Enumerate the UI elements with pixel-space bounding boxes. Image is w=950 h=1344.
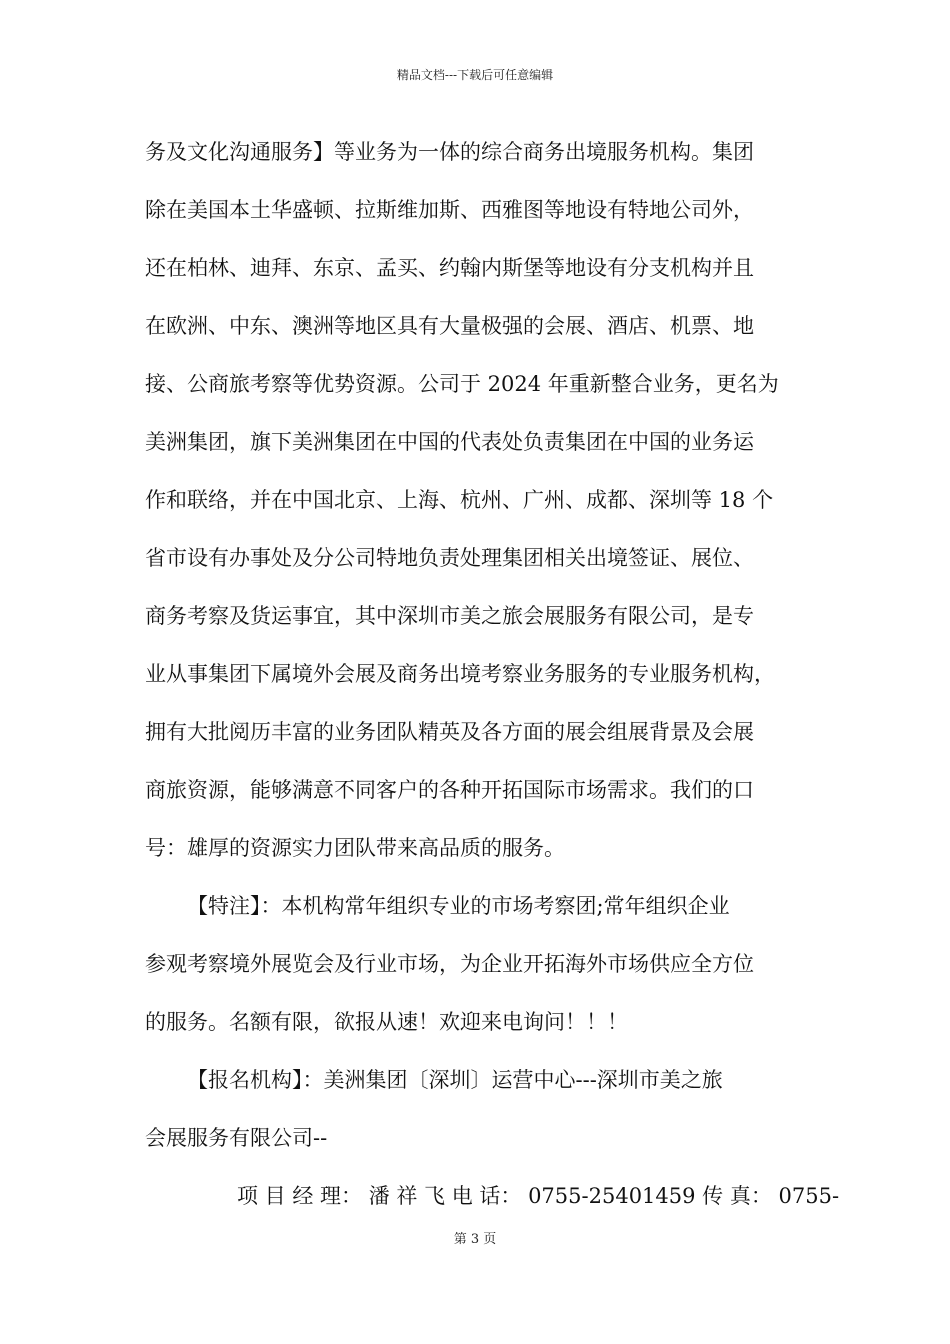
text-line: 务及文化沟通服务】等业务为一体的综合商务出境服务机构。集团 (145, 140, 754, 164)
text-line: 商旅资源，能够满意不同客户的各种开拓国际市场需求。我们的口 (145, 778, 754, 802)
contact-line: 项 目 经 理： 潘 祥 飞 电 话： 0755-25401459 传 真： 0755- (237, 1184, 840, 1208)
text-line: 的服务。名额有限，欲报从速！欢迎来电询问！！！ (145, 1010, 628, 1034)
text-line: 号：雄厚的资源实力团队带来高品质的服务。 (145, 836, 565, 860)
text-line: 【报名机构】：美洲集团〔深圳〕运营中心---深圳市美之旅 (187, 1068, 723, 1092)
text-line: 作和联络，并在中国北京、上海、杭州、广州、成都、深圳等 18 个 (145, 488, 774, 512)
text-line: 业从事集团下属境外会展及商务出境考察业务服务的专业服务机构， (145, 662, 775, 686)
text-line: 会展服务有限公司-- (145, 1126, 328, 1150)
text-line: 除在美国本土华盛顿、拉斯维加斯、西雅图等地设有特地公司外， (145, 198, 754, 222)
paragraph-company-intro (145, 130, 825, 884)
text-line: 还在柏林、迪拜、东京、孟买、约翰内斯堡等地设有分支机构并且 (145, 256, 754, 280)
page-number: 第 3 页 (453, 1232, 497, 1247)
document-body (145, 130, 840, 1232)
text-line: 美洲集团，旗下美洲集团在中国的代表处负责集团在中国的业务运 (145, 430, 754, 454)
text-line: 商务考察及货运事宜，其中深圳市美之旅会展服务有限公司，是专 (145, 604, 754, 628)
text-line: 参观考察境外展览会及行业市场，为企业开拓海外市场供应全方位 (145, 952, 754, 976)
text-line: 在欧洲、中东、澳洲等地区具有大量极强的会展、酒店、机票、地 (145, 314, 754, 338)
text-line: 拥有大批阅历丰富的业务团队精英及各方面的展会组展背景及会展 (145, 720, 754, 744)
paragraph-special-note (145, 884, 825, 1058)
text-line: 【特注】：本机构常年组织专业的市场考察团;常年组织企业 (187, 894, 730, 918)
text-line: 接、公商旅考察等优势资源。公司于 2024 年重新整合业务，更名为 (145, 372, 779, 396)
page-header: 精品文档---下载后可任意编辑 (396, 68, 554, 82)
text-line: 省市设有办事处及分公司特地负责处理集团相关出境签证、展位、 (145, 546, 754, 570)
paragraph-registration (145, 1058, 825, 1174)
